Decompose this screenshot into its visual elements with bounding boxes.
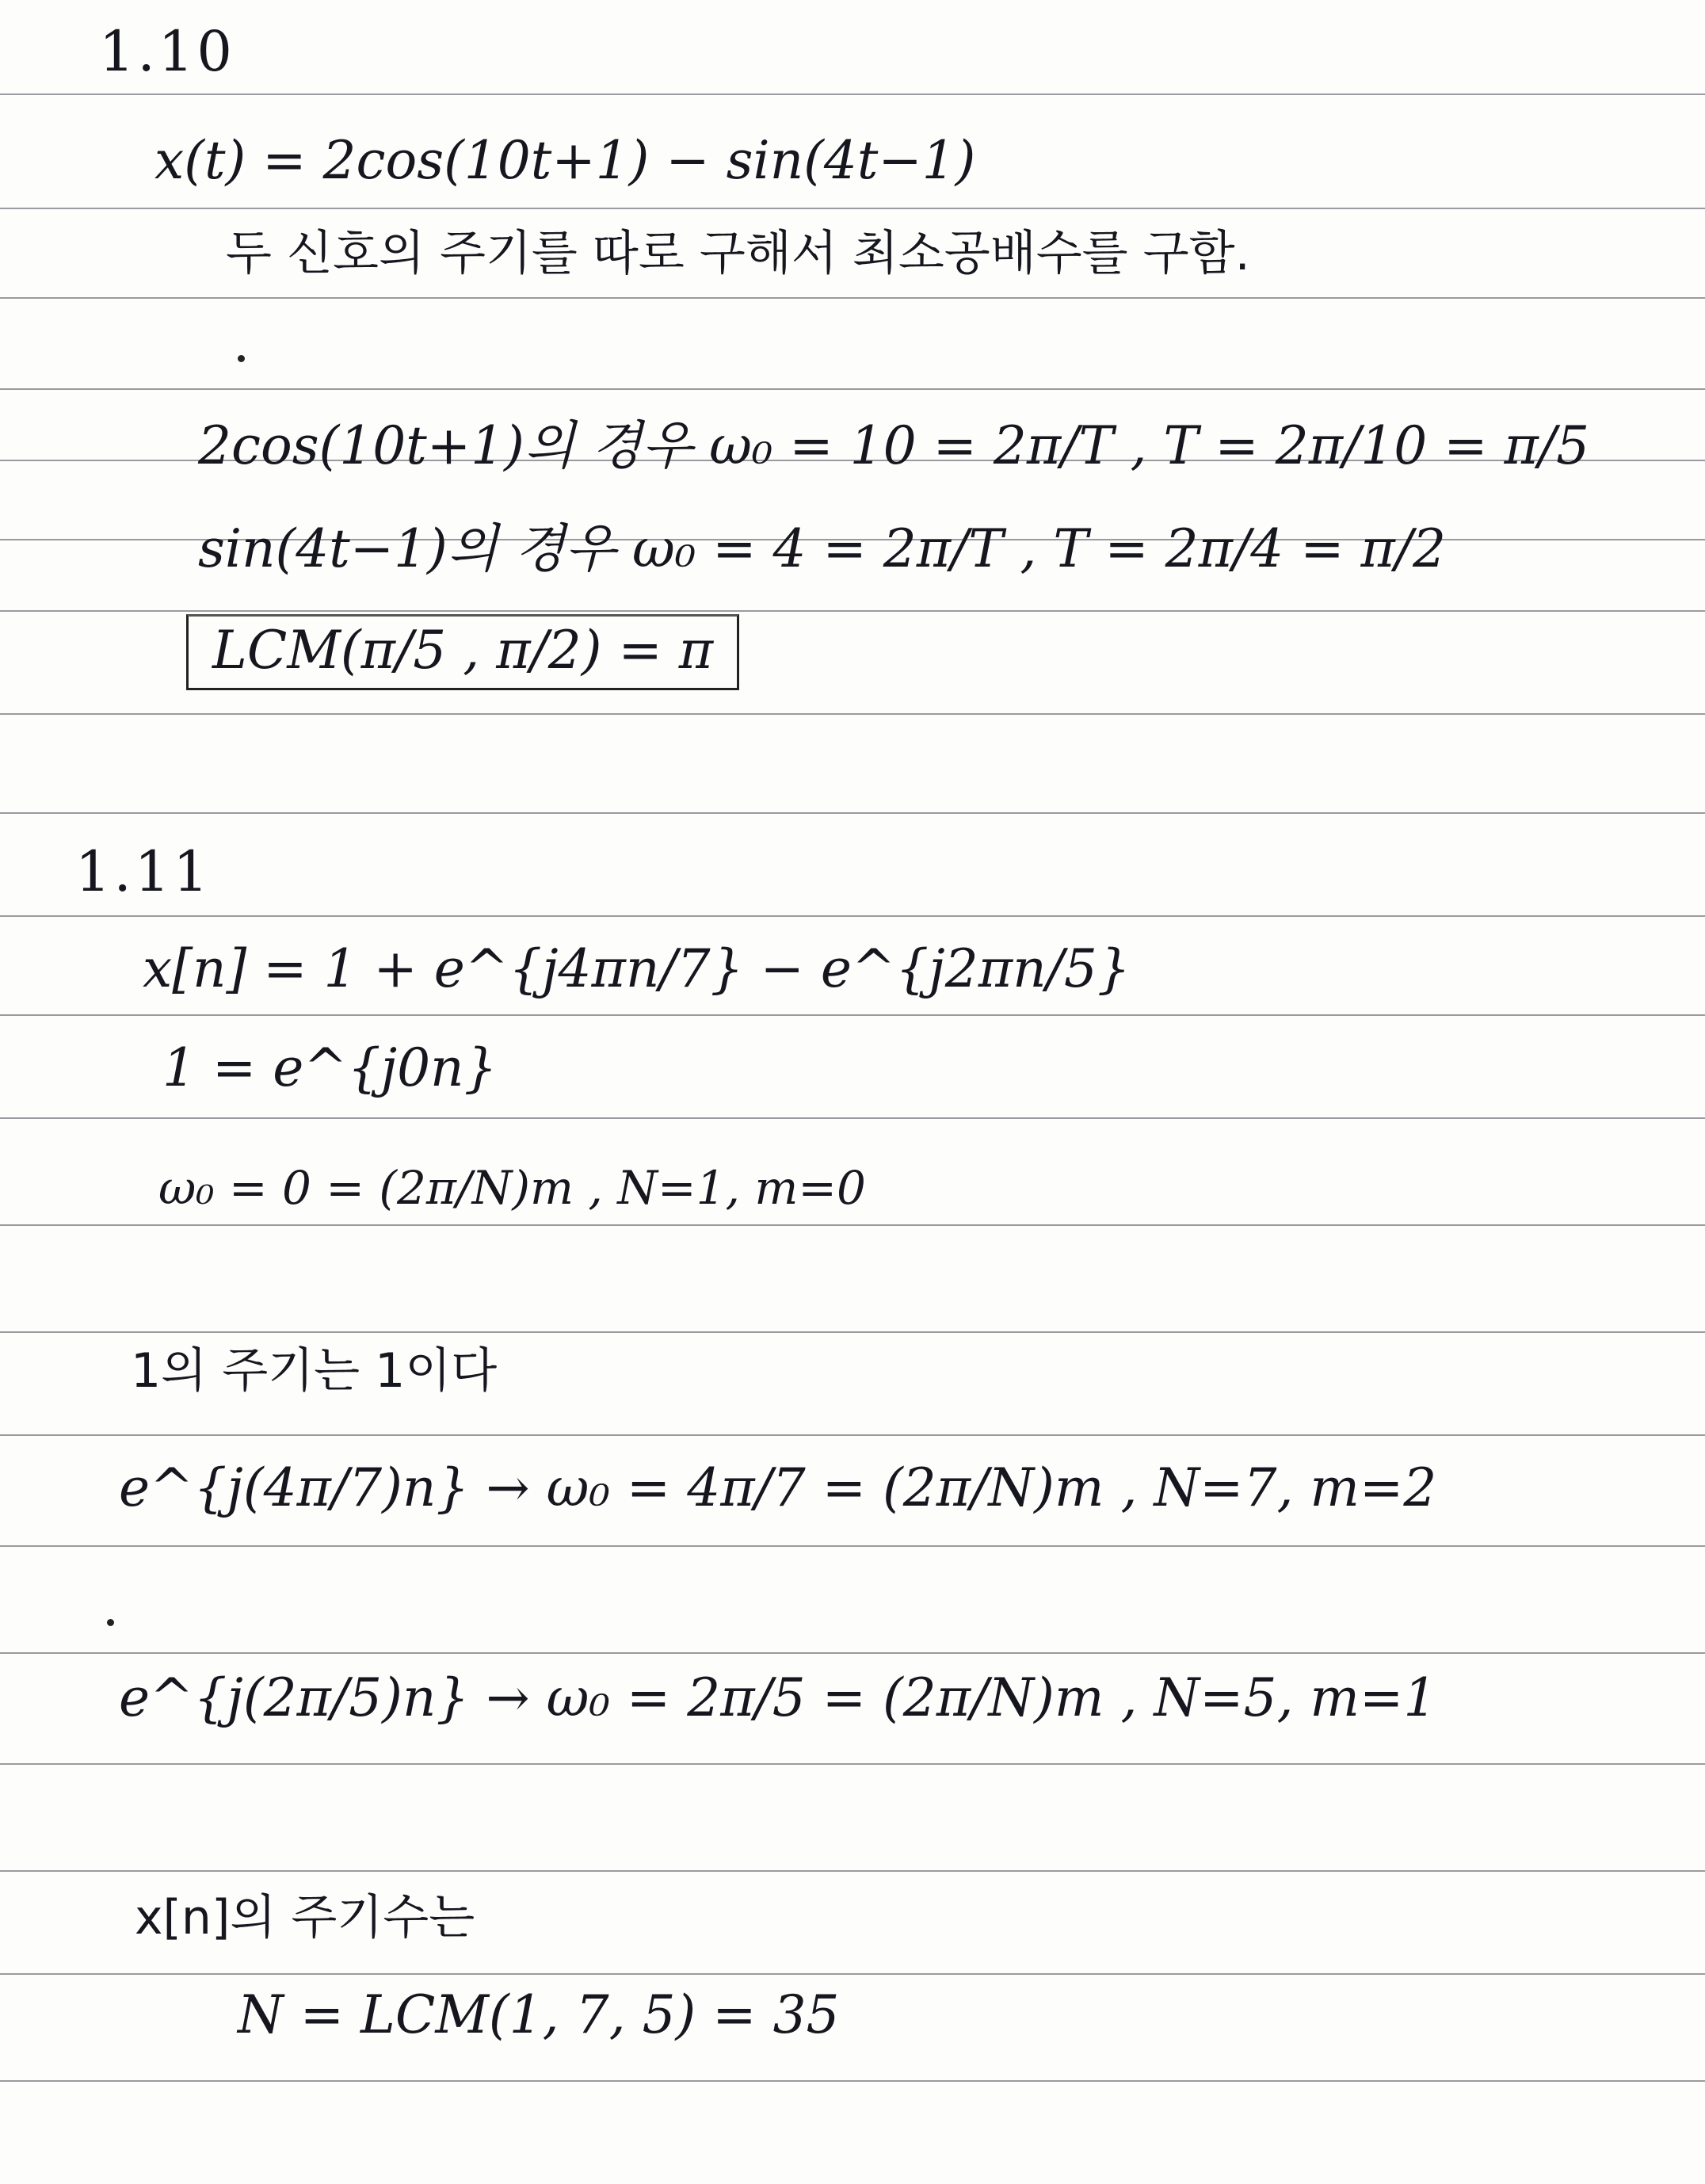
ruled-line — [0, 610, 1705, 612]
period-label: x[n]의 주기수는 — [135, 1890, 475, 1945]
exp1-period: e^{j(4π/7)n} → ω₀ = 4π/7 = (2π/N)m , N=7, m=2 — [119, 1457, 1437, 1518]
problem-number-1-11: 1.11 — [75, 839, 212, 904]
exp2-period: e^{j(2π/5)n} → ω₀ = 2π/5 = (2π/N)m , N=5, m=1 — [119, 1667, 1437, 1728]
bullet-dot — [107, 1619, 114, 1626]
ruled-line — [0, 1973, 1705, 1975]
ruled-line — [0, 812, 1705, 814]
lcm-result-box — [186, 614, 739, 690]
continuous-signal-equation: x(t) = 2cos(10t+1) − sin(4t−1) — [154, 130, 976, 191]
ruled-line — [0, 1014, 1705, 1016]
constant-identity: 1 = e^{j0n} — [162, 1037, 498, 1098]
ruled-line — [0, 1545, 1705, 1547]
ruled-line — [0, 1652, 1705, 1654]
term2-period: sin(4t−1)의 경우 ω₀ = 4 = 2π/T , T = 2π/4 = π/2 — [198, 518, 1447, 579]
ruled-line — [0, 713, 1705, 715]
ruled-line — [0, 388, 1705, 390]
ruled-line — [0, 2080, 1705, 2082]
lcm-result: LCM(π/5 , π/2) = π — [212, 620, 714, 681]
ruled-line — [0, 1117, 1705, 1119]
ruled-line — [0, 1224, 1705, 1226]
problem-number-1-10: 1.10 — [99, 19, 235, 84]
ruled-line — [0, 1870, 1705, 1872]
omega-zero-line: ω₀ = 0 = (2π/N)m , N=1, m=0 — [158, 1161, 866, 1215]
ruled-line — [0, 208, 1705, 209]
term1-period: 2cos(10t+1)의 경우 ω₀ = 10 = 2π/T , T = 2π/10 = π/5 — [198, 415, 1590, 476]
ruled-line — [0, 1763, 1705, 1765]
ruled-line — [0, 94, 1705, 95]
ruled-line — [0, 1434, 1705, 1436]
ruled-line — [0, 297, 1705, 299]
discrete-signal-equation: x[n] = 1 + e^{j4πn/7} − e^{j2πn/5} — [143, 938, 1131, 999]
ruled-line — [0, 915, 1705, 917]
period-of-one: 1의 주기는 1이다 — [131, 1343, 498, 1399]
bullet-dot — [238, 355, 245, 362]
ruled-line — [0, 1331, 1705, 1333]
final-period-result: N = LCM(1, 7, 5) = 35 — [238, 1984, 840, 2045]
method-note: 두 신호의 주기를 따로 구해서 최소공배수를 구함. — [226, 226, 1250, 281]
